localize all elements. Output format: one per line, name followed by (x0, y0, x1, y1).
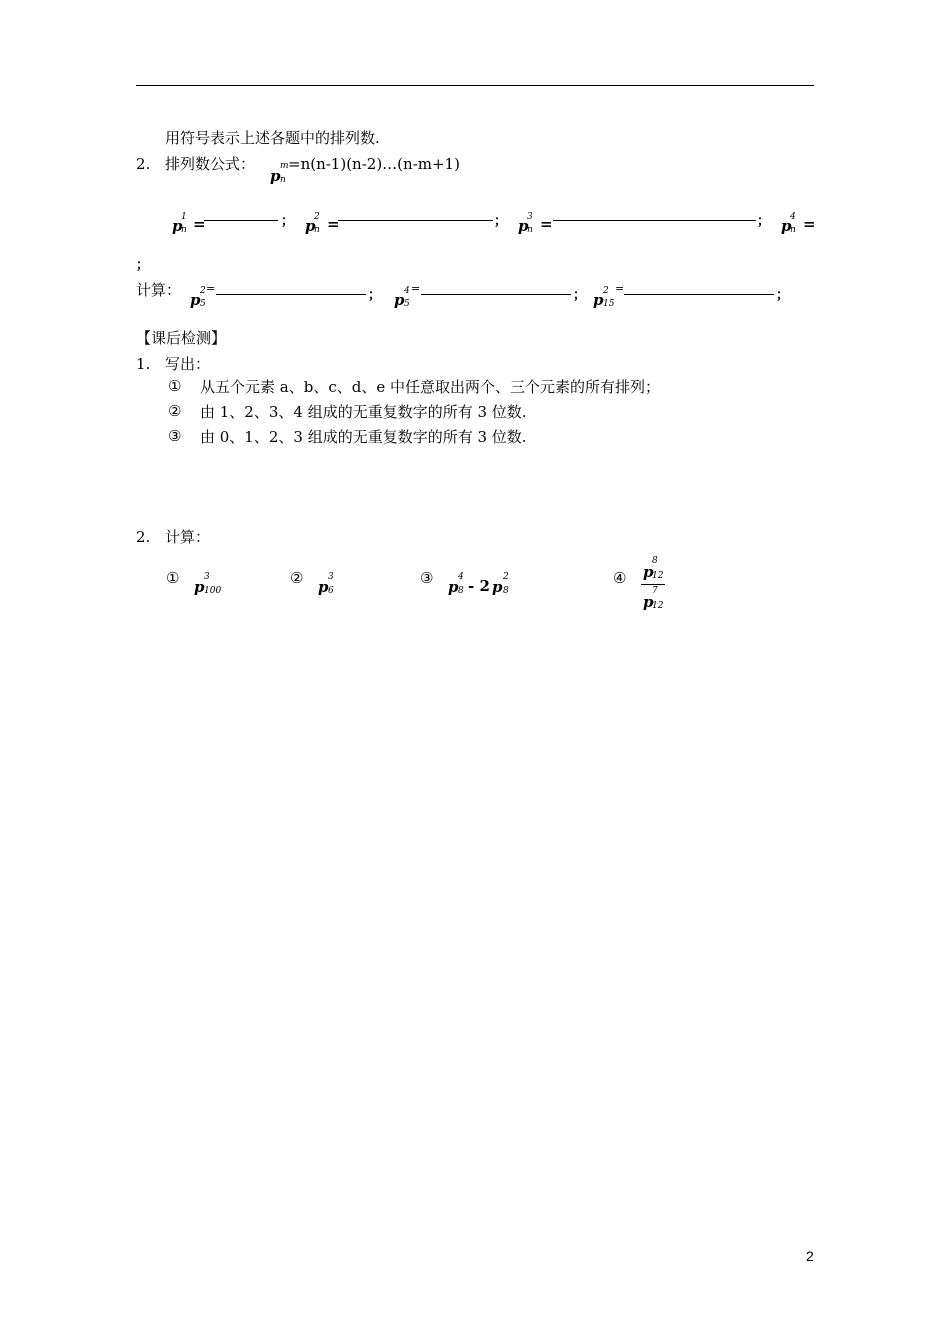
row-a-p1-symbol: p 1 n (172, 212, 187, 235)
row-a-trailing-semicolon: ； (136, 258, 150, 273)
row-a-p4-symbol: p 4 n (781, 212, 796, 235)
q1-item3-text: 由 0、1、2、3 组成的无重复数字的所有 3 位数. (200, 428, 527, 446)
row-a-p2-blank[interactable] (338, 220, 493, 221)
row-a-p3-semicolon: ； (757, 214, 771, 229)
q1-item3-marker: ③ (168, 427, 182, 445)
q2-item3-expression: p 4 8 - 2 p 2 8 (448, 572, 509, 596)
header-rule (136, 85, 814, 86)
q2-label: 计算： (165, 528, 211, 546)
row-b-p2-equals: = (411, 282, 421, 295)
q1-item2-text: 由 1、2、3、4 组成的无重复数字的所有 3 位数. (200, 403, 527, 421)
q1-number: 1. (136, 355, 151, 373)
row-a-p3-symbol: p 3 n (518, 212, 533, 235)
q2-item4-marker: ④ (613, 569, 627, 587)
row-a-p1-blank[interactable] (204, 220, 278, 221)
page-number: 2 (806, 1248, 814, 1264)
q1-item1-marker: ① (168, 377, 182, 395)
row-b-p1-blank[interactable] (216, 294, 366, 295)
q2-item2-marker: ② (290, 569, 304, 587)
row-b-p3-equals: = (615, 282, 625, 295)
row-b-p1-symbol: p 2 5 (190, 286, 206, 309)
formula-expression: =n(n-1)(n-2)…(n-m+1) (288, 155, 460, 173)
q1-item1-text: 从五个元素 a、b、c、d、e 中任意取出两个、三个元素的所有排列； (200, 378, 660, 396)
row-b-p3-symbol: p 2 15 (593, 286, 615, 309)
q2-item1-expression: p 3 100 (194, 572, 222, 596)
row-a-p4-equals: = (803, 215, 816, 233)
row-a-p2-equals: = (327, 215, 340, 233)
q2-item2-expression: p 3 6 (318, 572, 334, 596)
section-title: 【课后检测】 (136, 329, 227, 347)
formula-symbol: p m n (270, 161, 289, 185)
calc-label: 计算： (136, 281, 182, 299)
q2-item3-marker: ③ (420, 569, 434, 587)
item2-number: 2. (136, 155, 151, 173)
row-b-p2-blank[interactable] (421, 294, 571, 295)
row-b-p2-semicolon: ； (573, 288, 587, 303)
item2-label: 排列数公式： (165, 155, 256, 173)
q1-label: 写出： (165, 355, 211, 373)
row-b-p2-symbol: p 4 5 (394, 286, 410, 309)
row-a-p2-symbol: p 2 n (305, 212, 320, 235)
q2-item1-marker: ① (166, 569, 180, 587)
row-b-p1-semicolon: ； (368, 288, 382, 303)
row-b-p3-blank[interactable] (624, 294, 774, 295)
q2-item4-fraction: p 8 12 p 7 12 (643, 556, 664, 611)
row-b-p3-semicolon: ； (776, 288, 790, 303)
row-a-p1-semicolon: ； (281, 214, 295, 229)
q2-number: 2. (136, 528, 151, 546)
row-a-p3-blank[interactable] (553, 220, 756, 221)
row-a-p1-equals: = (193, 215, 206, 233)
q1-item2-marker: ② (168, 402, 182, 420)
row-a-p3-equals: = (540, 215, 553, 233)
intro-line: 用符号表示上述各题中的排列数. (165, 129, 380, 147)
row-b-p1-equals: = (206, 282, 216, 295)
row-a-p2-semicolon: ； (494, 214, 508, 229)
